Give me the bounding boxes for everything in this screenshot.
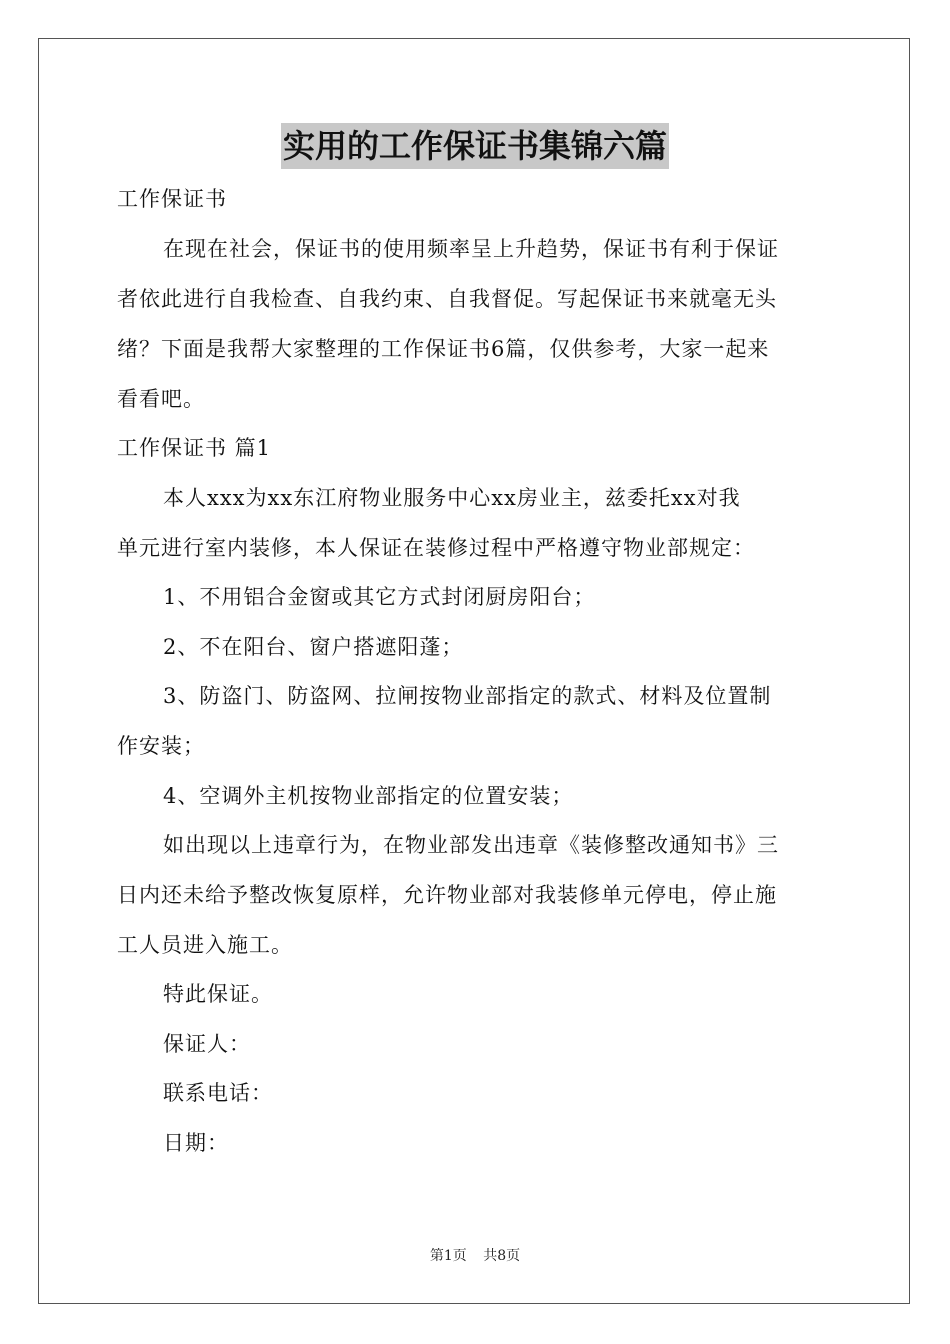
text-line: 本人xxx为xx东江府物业服务中心xx房业主，兹委托xx对我 xyxy=(163,486,741,510)
text-line: 绪？下面是我帮大家整理的工作保证书6篇，仅供参考，大家一起来 xyxy=(117,337,770,361)
text-line: 工作保证书 篇1 xyxy=(117,436,272,460)
text-line: 工作保证书 xyxy=(117,187,227,211)
text-line: 2、不在阳台、窗户搭遮阳蓬； xyxy=(163,635,464,659)
text-line: 1、不用铝合金窗或其它方式封闭厨房阳台； xyxy=(163,585,596,609)
page-total: 共8页 xyxy=(483,1248,521,1264)
page-footer xyxy=(0,1247,950,1265)
text-line: 单元进行室内装修，本人保证在装修过程中严格遵守物业部规定： xyxy=(117,536,755,560)
text-line: 在现在社会，保证书的使用频率呈上升趋势，保证书有利于保证 xyxy=(163,237,779,261)
text-line: 者依此进行自我检查、自我约束、自我督促。写起保证书来就毫无头 xyxy=(117,287,777,311)
text-line: 保证人： xyxy=(163,1032,251,1056)
text-line: 4、空调外主机按物业部指定的位置安装； xyxy=(163,784,574,808)
text-line: 联系电话： xyxy=(163,1081,273,1105)
text-line: 特此保证。 xyxy=(163,982,273,1006)
document-title: 实用的工作保证书集锦六篇 xyxy=(281,123,669,169)
text-line: 日内还未给予整改恢复原样，允许物业部对我装修单元停电，停止施 xyxy=(117,883,777,907)
text-line: 工人员进入施工。 xyxy=(117,933,293,957)
text-line: 看看吧。 xyxy=(117,387,205,411)
text-line: 日期： xyxy=(163,1131,229,1155)
text-line: 作安装； xyxy=(117,734,205,758)
text-line: 3、防盗门、防盗网、拉闸按物业部指定的款式、材料及位置制 xyxy=(163,684,772,708)
title-container xyxy=(0,123,950,169)
text-line: 如出现以上违章行为，在物业部发出违章《装修整改通知书》三 xyxy=(163,833,779,857)
page-number: 第1页 xyxy=(429,1248,467,1264)
